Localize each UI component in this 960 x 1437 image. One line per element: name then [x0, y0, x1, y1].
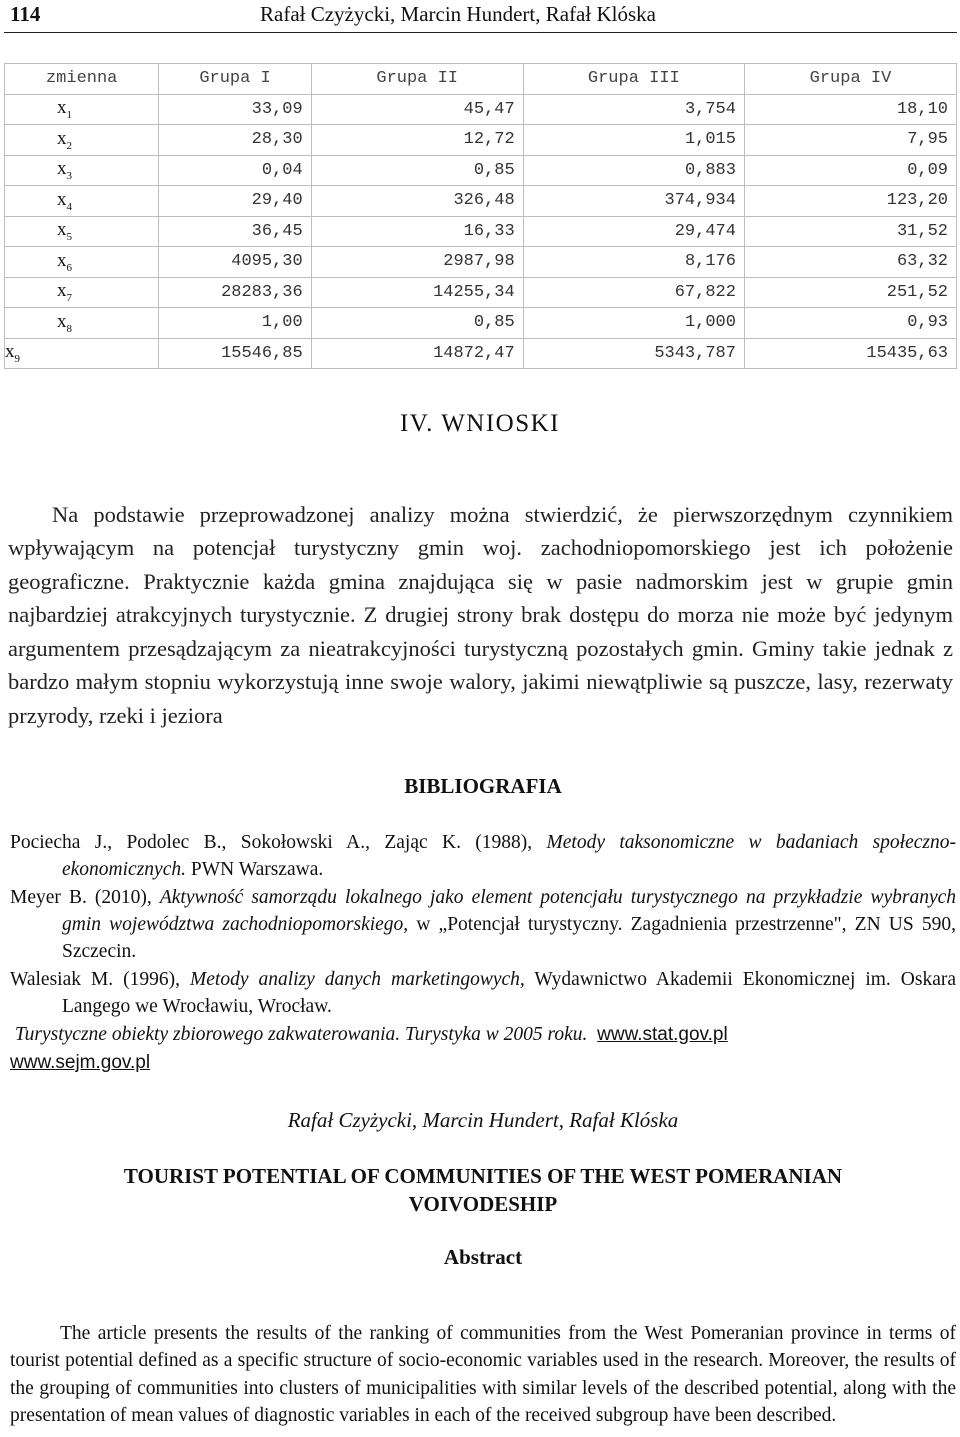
value-cell: 374,934 — [523, 186, 744, 217]
value-cell: 8,176 — [523, 247, 744, 278]
reference-item: Walesiak M. (1996), Metody analizy danych marketingowych, Wydawnictwo Akademii Ekonomicznej im. Oskara Langego we Wrocławiu, Wrocław. — [10, 969, 957, 1017]
abstract-heading: Abstract — [443, 1245, 523, 1269]
value-cell: 14255,34 — [311, 277, 523, 308]
variable-cell: $x_7$ — [5, 277, 159, 308]
variable-cell: $x_5$ — [5, 216, 159, 247]
value-cell: 45,47 — [311, 94, 523, 125]
value-cell: 1,015 — [523, 125, 744, 156]
section-title: IV. WNIOSKI — [399, 410, 561, 437]
value-cell: 18,10 — [744, 94, 956, 125]
value-cell: 16,33 — [311, 216, 523, 247]
value-cell: 28283,36 — [159, 277, 311, 308]
reference-item — [10, 1049, 956, 1076]
value-cell: 33,09 — [159, 94, 311, 125]
value-cell: 14872,47 — [311, 338, 523, 369]
value-cell: 3,754 — [523, 94, 744, 125]
value-cell: 7,95 — [744, 125, 956, 156]
english-authors: Rafał Czyżycki, Marcin Hundert, Rafał Klóska — [287, 1108, 679, 1132]
sejm-gov-link[interactable]: www.sejm.gov.pl — [10, 1052, 151, 1073]
stat-gov-link[interactable]: www.stat.gov.pl — [597, 1024, 728, 1045]
table-row — [5, 216, 957, 247]
value-cell: 326,48 — [311, 186, 523, 217]
value-cell: 0,85 — [311, 308, 523, 339]
value-cell: 31,52 — [744, 216, 956, 247]
value-cell: 36,45 — [159, 216, 311, 247]
value-cell: 0,09 — [744, 155, 956, 186]
value-cell: 1,000 — [523, 308, 744, 339]
variable-cell: $x_3$ — [5, 155, 159, 186]
running-head: Rafał Czyżycki, Marcin Hundert, Rafał Klóska — [260, 2, 656, 26]
page-header — [4, 0, 957, 33]
value-cell: 29,474 — [523, 216, 744, 247]
variable-cell: $x_1$ — [5, 94, 159, 125]
value-cell: 0,93 — [744, 308, 956, 339]
table-header-row — [5, 64, 957, 95]
value-cell: 15546,85 — [159, 338, 311, 369]
variable-cell: $x_2$ — [5, 125, 159, 156]
table-header-cell: Grupa II — [311, 64, 523, 95]
abstract-paragraph: The article presents the results of the ranking of communities from the West Pomeranian province in terms of tourist potential defined as a specific structure of socio-economic variables used in the research. Moreover, the results of the grouping of communities into clusters of municipalities with similar levels of the described potential, along with the presentation of mean values of diagnostic variables in each of the received subgroup have been described. — [10, 1322, 956, 1426]
conclusions-paragraph: Na podstawie przeprowadzonej analizy można stwierdzić, że pierwszorzędnym czynnikiem wpływającym na potencjał turystyczny gmin woj. zachodniopomorskiego jest ich położenie geograficzne. Praktycznie każda gmina znajdująca się w pasie nadmorskim jest w grupie gmin najbardziej atrakcyjnych turystycznie. Z drugiej strony brak dostępu do morza nie może być jedynym argumentem przesądzającym za nieatrakcyjności turystyczną pozostałych gmin. Gminy takie jednak z bardzo małym stopniu wykorzystują inne swoje walory, jakimi niewątpliwie są puszcze, lasy, rezerwaty przyrody, rzeki i jeziora — [8, 501, 953, 728]
value-cell: 67,822 — [523, 277, 744, 308]
table-header-cell: zmienna — [5, 64, 159, 95]
table-row — [5, 125, 957, 156]
variable-cell: $x_6$ — [5, 247, 159, 278]
page-number: 114 — [10, 2, 41, 26]
table-header-cell: Grupa I — [159, 64, 311, 95]
value-cell: 4095,30 — [159, 247, 311, 278]
value-cell: 251,52 — [744, 277, 956, 308]
reference-item: Pociecha J., Podolec B., Sokołowski A., Zając K. (1988), Metody taksonomiczne w badaniach społeczno-ekonomicznych. PWN Warszawa. — [10, 832, 956, 880]
table-row — [5, 277, 957, 308]
variable-cell: $x_9$ — [5, 338, 159, 369]
table-header-cell: Grupa III — [523, 64, 744, 95]
table-row — [5, 247, 957, 278]
variable-cell: $x_8$ — [5, 308, 159, 339]
value-cell: 29,40 — [159, 186, 311, 217]
value-cell: 0,04 — [159, 155, 311, 186]
value-cell: 12,72 — [311, 125, 523, 156]
reference-item: Meyer B. (2010), Aktywność samorządu lokalnego jako element potencjału turystycznego na przykładzie wybranych gmin województwa zachodniopomorskiego, w „Potencjał turystyczny. Zagadnienia przestrzenne", ZN US 590, Szczecin. — [10, 887, 957, 962]
value-cell: 28,30 — [159, 125, 311, 156]
value-cell: 5343,787 — [523, 338, 744, 369]
value-cell: 1,00 — [159, 308, 311, 339]
variable-cell: $x_4$ — [5, 186, 159, 217]
reference-item: Turystyczne obiekty zbiorowego zakwaterowania. Turystyka w 2005 roku. www.stat.gov.pl — [14, 1024, 728, 1045]
group-means-table — [4, 63, 957, 369]
table-row — [5, 308, 957, 339]
table-row — [5, 155, 957, 186]
table-header-cell: Grupa IV — [744, 64, 956, 95]
value-cell: 0,883 — [523, 155, 744, 186]
bibliography-list — [10, 829, 956, 1077]
table-row — [5, 186, 957, 217]
value-cell: 0,85 — [311, 155, 523, 186]
value-cell: 63,32 — [744, 247, 956, 278]
english-title: TOURIST POTENTIAL OF COMMUNITIES OF THE WEST POMERANIAN VOIVODESHIP — [123, 1164, 843, 1216]
table-row — [5, 94, 957, 125]
value-cell: 15435,63 — [744, 338, 956, 369]
bibliography-title: BIBLIOGRAFIA — [404, 774, 562, 798]
value-cell: 2987,98 — [311, 247, 523, 278]
value-cell: 123,20 — [744, 186, 956, 217]
table-row — [5, 338, 957, 369]
